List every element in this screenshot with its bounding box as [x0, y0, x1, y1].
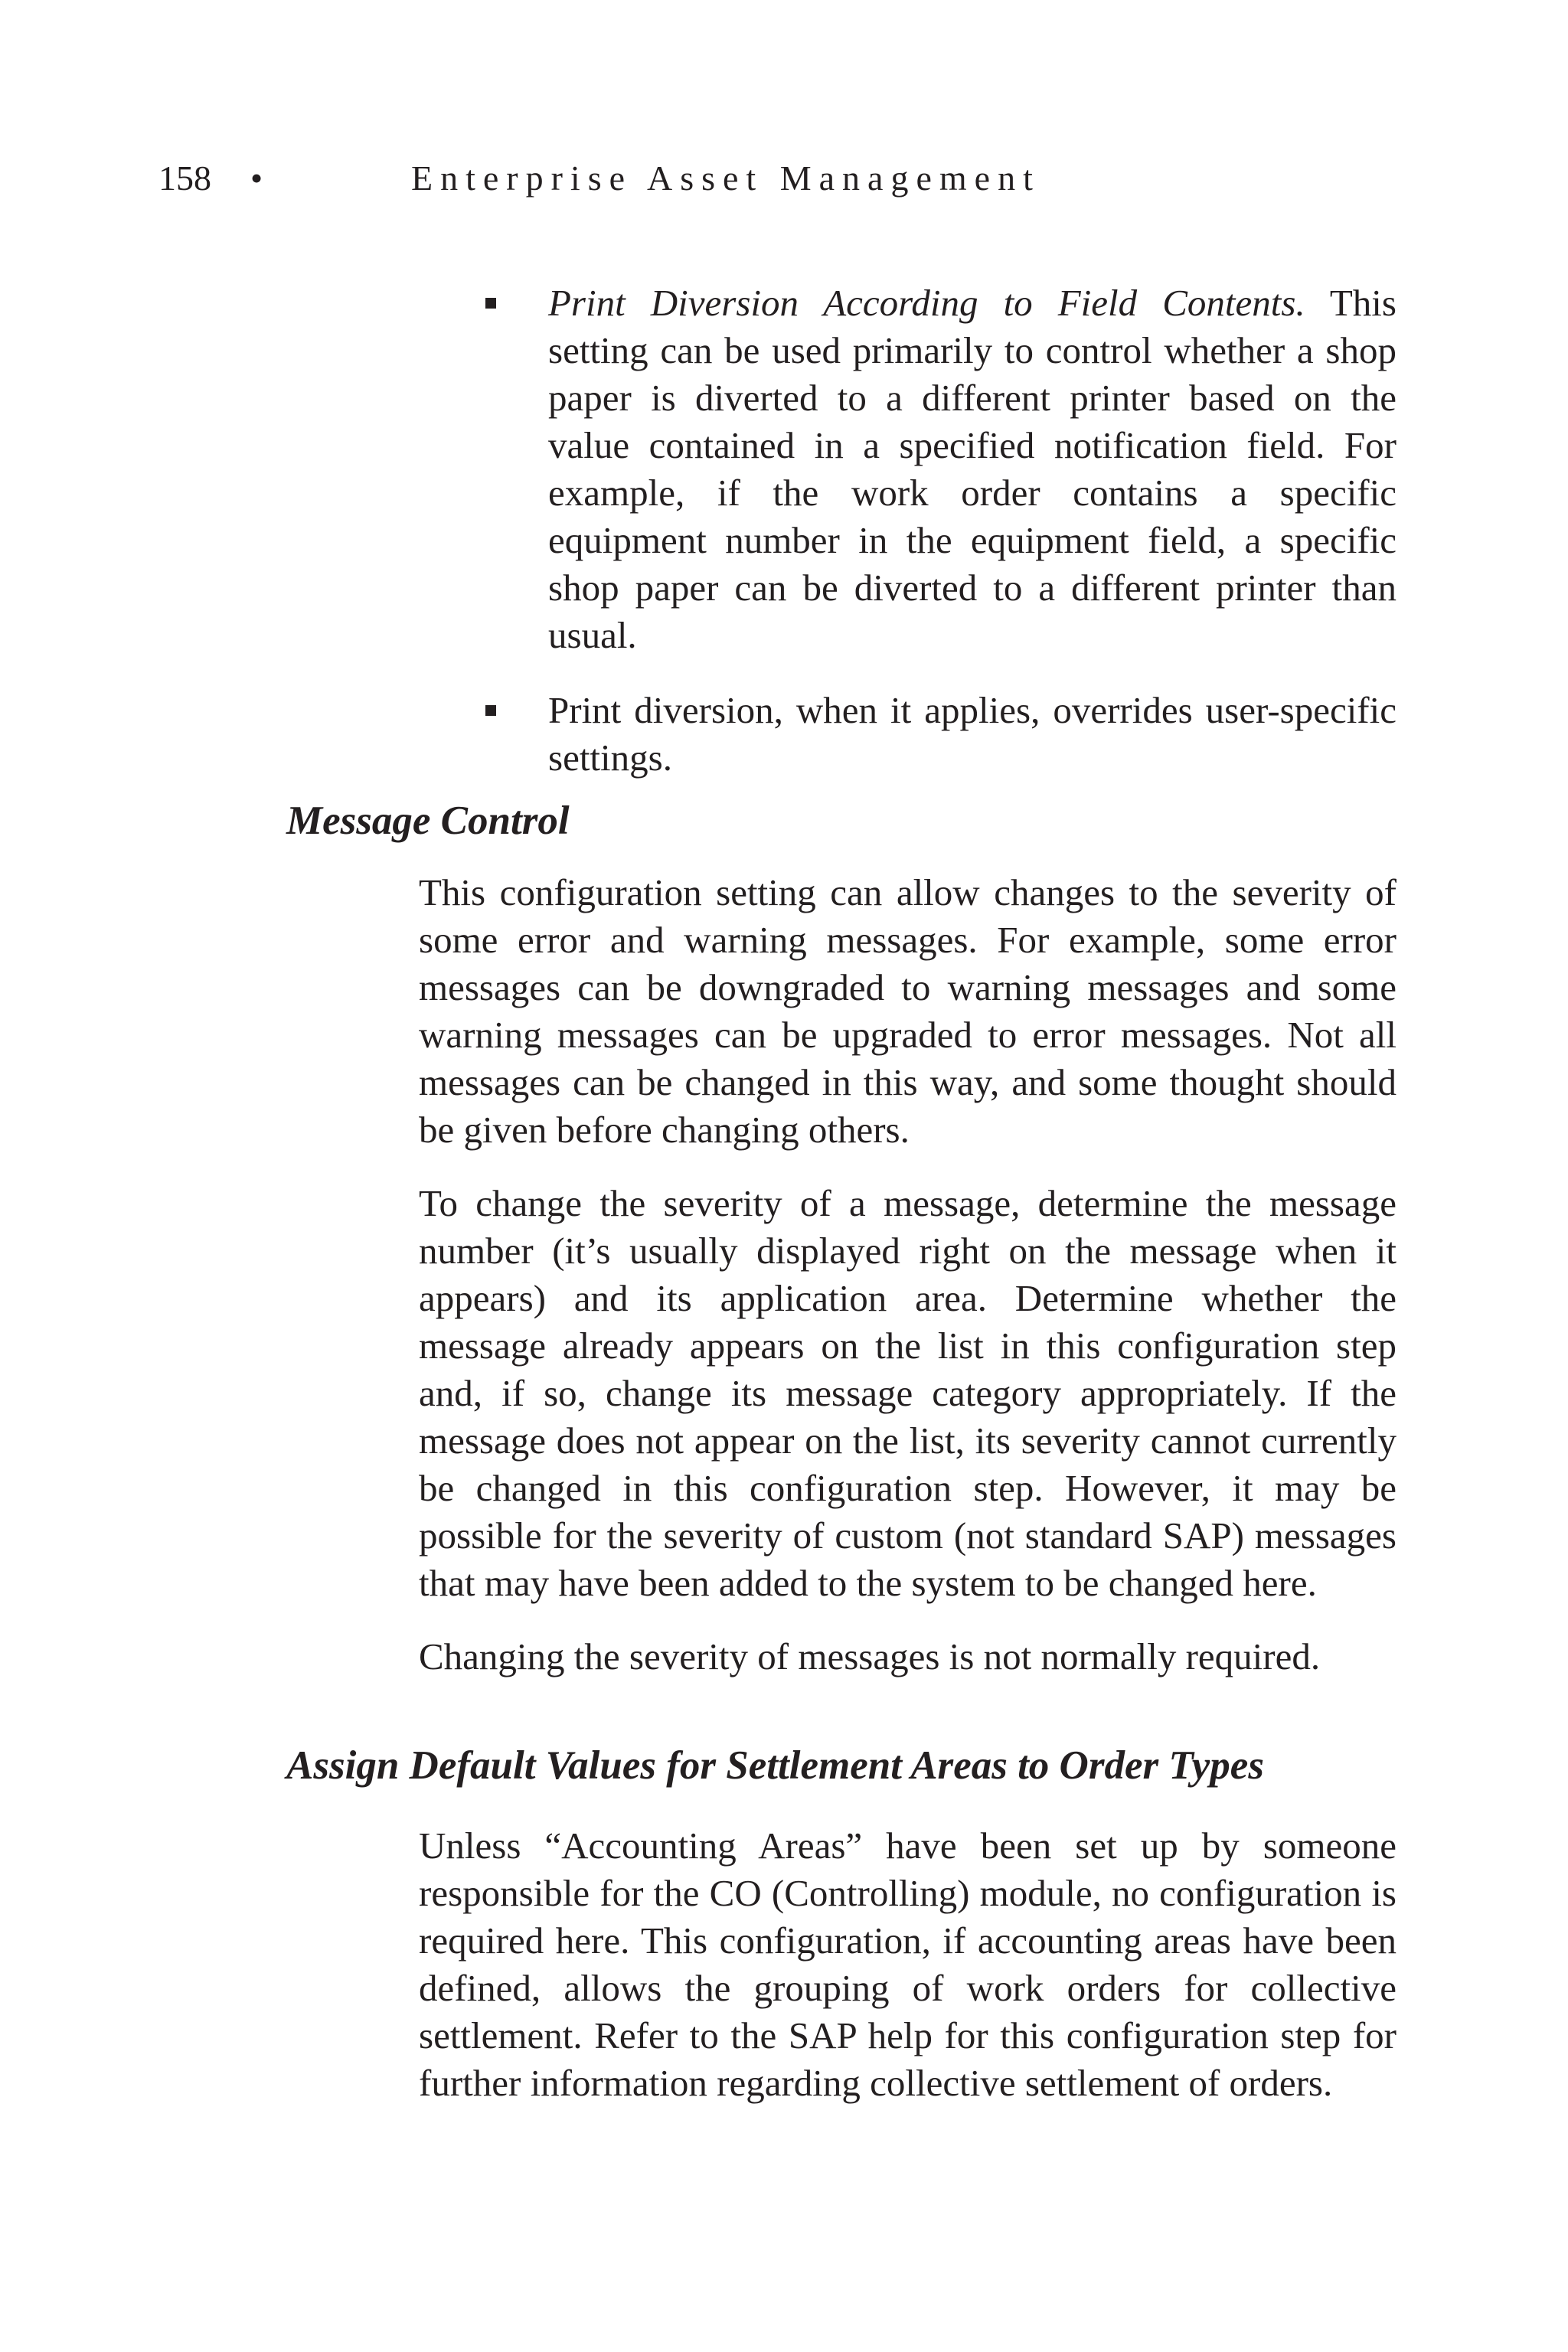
bullet-text: This setting can be used primarily to control whether a shop paper is diverted to a different printer based on the value contained in a specified notification field. For example, if the work order contains a specific equipment number in the equipment field, a specific shop paper can be diverted to a different printer than usual. — [548, 282, 1396, 656]
bullet-list — [485, 279, 1396, 809]
section-heading-settlement-areas: Assign Default Values for Settlement Areas to Order Types — [286, 1743, 1264, 1788]
bullet-item-overrides — [485, 687, 1396, 782]
bullet-lead: Print Diversion According to Field Contents. — [548, 282, 1305, 324]
page-number: 158 — [158, 158, 211, 198]
square-bullet-icon — [485, 298, 496, 309]
bullet-item-print-diversion — [485, 279, 1396, 659]
section-body-message-control — [419, 869, 1396, 1707]
bullet-text: Print diversion, when it applies, overrides user-specific settings. — [548, 689, 1396, 779]
paragraph: Changing the severity of messages is not normally required. — [419, 1635, 1321, 1677]
section-body-settlement-areas — [419, 1822, 1396, 2133]
running-head — [158, 157, 1040, 200]
section-heading-message-control: Message Control — [286, 799, 570, 843]
paragraph: This configuration setting can allow changes to the severity of some error and warning messages. For example, some error messages can be downgraded to warning messages and some warning messages can be upgraded to error messages. Not all messages can be changed in this way, and some thought should be given before changing others. — [419, 871, 1396, 1151]
header-separator: • — [250, 158, 263, 198]
paragraph: To change the severity of a message, determine the message number (it’s usually displayed right on the message when it appears) and its application area. Determine whether the message already appears on the list in this configuration step and, if so, change its message category appropriately. If the message does not appear on the list, its severity cannot currently be changed in this configuration step. However, it may be possible for the severity of custom (not standard SAP) messages that may have been added to the system to be changed here. — [419, 1182, 1396, 1604]
book-title: Enterprise Asset Management — [411, 158, 1040, 198]
paragraph: Unless “Accounting Areas” have been set up by someone responsible for the CO (Controlling) module, no configuration is required here. This configuration, if accounting areas have been defined, allows the grouping of work orders for collective settlement. Refer to the SAP help for this configuration step for further information regarding collective settlement of orders. — [419, 1824, 1396, 2104]
square-bullet-icon — [485, 705, 496, 716]
